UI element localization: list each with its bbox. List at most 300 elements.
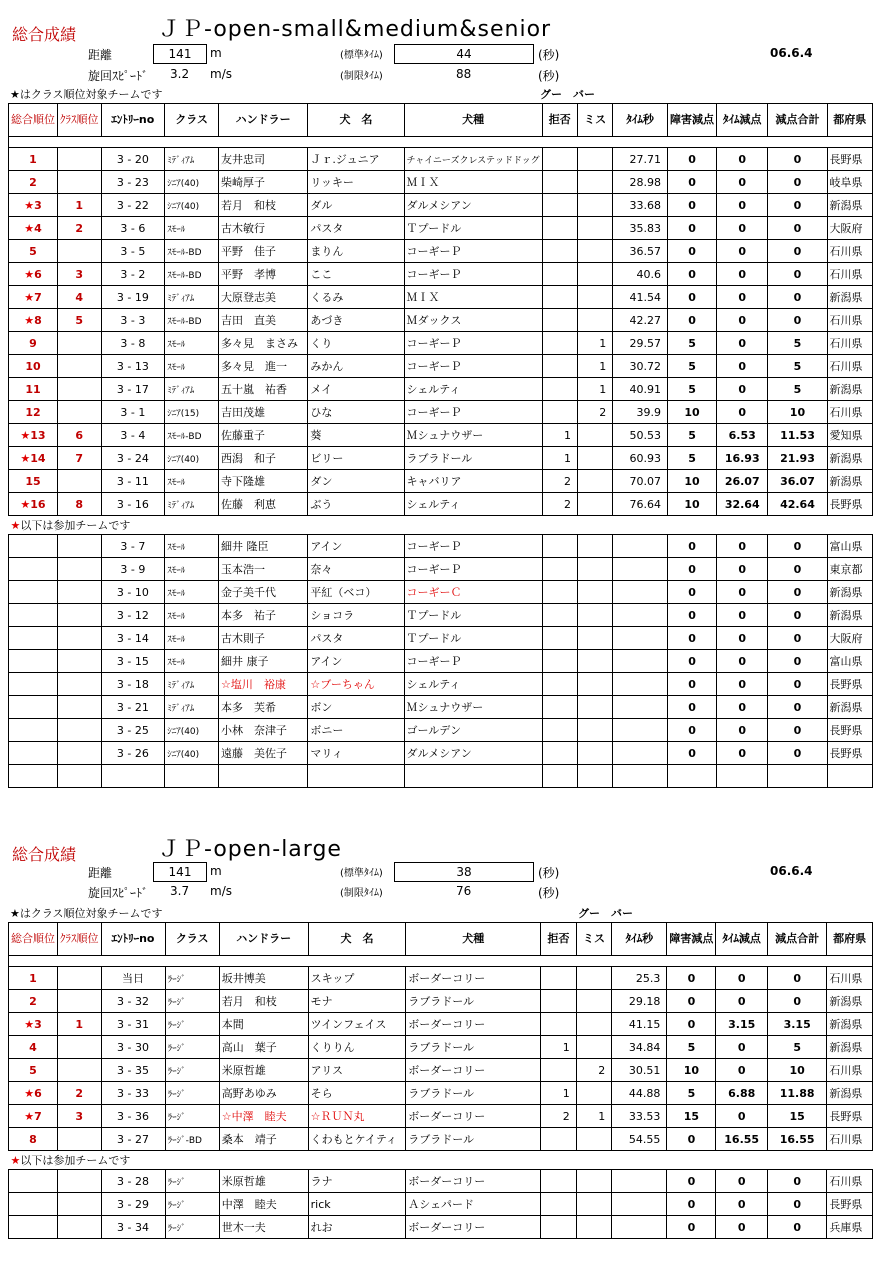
table-row bbox=[9, 719, 873, 742]
cell-refusal bbox=[542, 332, 577, 355]
cell-miss bbox=[577, 309, 612, 332]
cell-handler: 友井忠司 bbox=[218, 148, 307, 171]
cell-breed: コーギーＣ bbox=[404, 581, 542, 604]
cell-miss bbox=[576, 1128, 612, 1151]
speed-label: 旋回ｽﾋﾟｰﾄﾞ bbox=[88, 886, 149, 900]
cell-overall-rank: 12 bbox=[9, 401, 58, 424]
cell-handler: 玉本浩一 bbox=[218, 558, 307, 581]
speed-unit: m/s bbox=[210, 884, 232, 898]
star-icon: ★ bbox=[20, 428, 31, 442]
table-row bbox=[9, 424, 873, 447]
cell-time: 30.72 bbox=[613, 355, 668, 378]
limit-time-label: (制限ﾀｲﾑ) bbox=[340, 71, 383, 82]
cell-entry-no: 3 - 36 bbox=[101, 1105, 165, 1128]
cell-breed: ラブラドール bbox=[404, 447, 542, 470]
cell-time-fault: 0 bbox=[716, 1216, 768, 1239]
cell-entry-no: 3 - 21 bbox=[101, 696, 165, 719]
table-row bbox=[9, 604, 873, 627]
judge-label: グー バー bbox=[578, 907, 633, 920]
cell-entry-no: 3 - 11 bbox=[101, 470, 165, 493]
col-header-refusal: 拒否 bbox=[542, 104, 577, 137]
cell-class: ﾐﾃﾞｨｱﾑ bbox=[165, 696, 219, 719]
table-row bbox=[9, 1082, 873, 1105]
cell-total-fault: 10 bbox=[767, 1059, 826, 1082]
distance-value: 141 bbox=[153, 44, 207, 64]
cell-obstacle-fault: 5 bbox=[667, 1036, 716, 1059]
cell-overall-rank: 1 bbox=[9, 967, 58, 990]
cell-overall-rank bbox=[9, 1170, 58, 1193]
cell-class: ｽﾓｰﾙ-BD bbox=[165, 309, 219, 332]
cell-dog-name: ☆ＲＵＮ丸 bbox=[308, 1105, 406, 1128]
cell-class-rank bbox=[58, 378, 102, 401]
cell-class-rank: 5 bbox=[58, 309, 102, 332]
col-header-refusal: 拒否 bbox=[541, 923, 577, 956]
table-row bbox=[9, 470, 873, 493]
cell-dog-name: ぶう bbox=[308, 493, 404, 516]
col-header-total-fault: 減点合計 bbox=[767, 923, 826, 956]
cell-miss bbox=[576, 1036, 612, 1059]
cell-miss: 2 bbox=[577, 401, 612, 424]
cell-class: ﾗｰｼﾞ bbox=[165, 1170, 219, 1193]
std-time-value: 38 bbox=[394, 862, 534, 882]
cell-class: ｽﾓｰﾙ bbox=[165, 650, 219, 673]
cell-breed: ボーダーコリー bbox=[406, 1013, 541, 1036]
cell-refusal: 2 bbox=[542, 470, 577, 493]
table-row bbox=[9, 696, 873, 719]
cell-total-fault: 0 bbox=[767, 990, 826, 1013]
table-row bbox=[9, 1059, 873, 1082]
class-target-note bbox=[10, 86, 163, 102]
cell-class-rank bbox=[58, 470, 102, 493]
cell-obstacle-fault: 0 bbox=[668, 286, 717, 309]
cell-overall-rank bbox=[9, 309, 58, 332]
cell-time: 50.53 bbox=[613, 424, 668, 447]
cell-total-fault: 21.93 bbox=[768, 447, 827, 470]
cell-breed: Ｍダックス bbox=[404, 309, 542, 332]
cell-class-rank: 2 bbox=[58, 217, 102, 240]
table-row bbox=[9, 493, 873, 516]
cell-time-fault: 0 bbox=[717, 171, 768, 194]
cell-time: 41.54 bbox=[613, 286, 668, 309]
cell-miss bbox=[577, 535, 612, 558]
cell-total-fault: 0 bbox=[768, 604, 827, 627]
cell-entry-no: 3 - 10 bbox=[101, 581, 165, 604]
cell-miss bbox=[577, 581, 612, 604]
cell-breed: コーギーＰ bbox=[404, 355, 542, 378]
table-row bbox=[9, 742, 873, 765]
cell-class: ｼﾆｱ(40) bbox=[165, 194, 219, 217]
table-row bbox=[9, 171, 873, 194]
cell-breed: ダルメシアン bbox=[404, 194, 542, 217]
cell-entry-no: 3 - 24 bbox=[101, 447, 165, 470]
rank-number: 7 bbox=[34, 290, 42, 304]
cell-class-rank: 3 bbox=[58, 1105, 102, 1128]
cell-overall-rank: 2 bbox=[9, 990, 58, 1013]
cell-obstacle-fault: 0 bbox=[668, 719, 717, 742]
cell-prefecture: 新潟県 bbox=[827, 604, 872, 627]
cell-entry-no: 3 - 22 bbox=[101, 194, 165, 217]
cell-miss bbox=[577, 558, 612, 581]
cell-class-rank bbox=[58, 171, 102, 194]
participants-note-row bbox=[9, 516, 873, 535]
cell-overall-rank bbox=[9, 1013, 58, 1036]
cell-class: ｽﾓｰﾙ bbox=[165, 627, 219, 650]
cell-time bbox=[613, 627, 668, 650]
cell-overall-rank bbox=[9, 1105, 58, 1128]
cell-refusal bbox=[541, 990, 577, 1013]
cell-refusal bbox=[541, 1013, 577, 1036]
cell-entry-no: 3 - 35 bbox=[101, 1059, 165, 1082]
cell-refusal: 1 bbox=[542, 447, 577, 470]
cell-class-rank bbox=[58, 1059, 102, 1082]
cell-miss bbox=[577, 650, 612, 673]
cell-class-rank bbox=[58, 148, 102, 171]
rank-number: 7 bbox=[34, 1109, 42, 1123]
cell-prefecture: 新潟県 bbox=[827, 378, 872, 401]
cell-time: 54.55 bbox=[612, 1128, 667, 1151]
cell-overall-rank bbox=[9, 742, 58, 765]
cell-entry-no: 3 - 12 bbox=[101, 604, 165, 627]
section-label: 総合成績 bbox=[12, 845, 77, 864]
cell-time: 44.88 bbox=[612, 1082, 667, 1105]
rank-number: 3 bbox=[34, 198, 42, 212]
cell-total-fault: 42.64 bbox=[768, 493, 827, 516]
cell-refusal bbox=[542, 627, 577, 650]
cell-time bbox=[613, 558, 668, 581]
cell-class-rank bbox=[58, 719, 102, 742]
cell-breed: キャバリア bbox=[404, 470, 542, 493]
cell-miss bbox=[577, 696, 612, 719]
cell-class: ｼﾆｱ(40) bbox=[165, 447, 219, 470]
cell-breed: Ｍシュナウザー bbox=[404, 424, 542, 447]
cell-class: ｼﾆｱ(40) bbox=[165, 742, 219, 765]
cell-dog-name: ビリー bbox=[308, 447, 404, 470]
cell-class: ﾗｰｼﾞ bbox=[165, 1216, 219, 1239]
cell-prefecture: 新潟県 bbox=[827, 1036, 873, 1059]
cell-dog-name: みかん bbox=[308, 355, 404, 378]
cell-total-fault: 5 bbox=[768, 355, 827, 378]
col-header-class: クラス bbox=[165, 104, 219, 137]
table-row bbox=[9, 581, 873, 604]
cell-refusal bbox=[542, 719, 577, 742]
cell-obstacle-fault: 10 bbox=[667, 1059, 716, 1082]
cell-prefecture: 長野県 bbox=[827, 148, 872, 171]
cell-prefecture: 新潟県 bbox=[827, 286, 872, 309]
table-row bbox=[9, 535, 873, 558]
cell-miss bbox=[577, 447, 612, 470]
cell-overall-rank bbox=[9, 194, 58, 217]
cell-overall-rank bbox=[9, 627, 58, 650]
cell-total-fault: 0 bbox=[768, 696, 827, 719]
cell-total-fault: 0 bbox=[768, 217, 827, 240]
cell-refusal: 2 bbox=[542, 493, 577, 516]
distance-label: 距離 bbox=[88, 48, 113, 62]
std-time-label: (標準ﾀｲﾑ) bbox=[340, 868, 383, 879]
distance-unit: m bbox=[210, 864, 222, 878]
cell-class: ﾗｰｼﾞ bbox=[165, 1105, 219, 1128]
cell-time: 42.27 bbox=[613, 309, 668, 332]
cell-time: 35.83 bbox=[613, 217, 668, 240]
cell-handler: 小林 奈津子 bbox=[218, 719, 307, 742]
cell-prefecture: 長野県 bbox=[827, 493, 872, 516]
cell-breed: ラブラドール bbox=[406, 1128, 541, 1151]
cell-entry-no: 3 - 28 bbox=[101, 1170, 165, 1193]
cell-total-fault: 11.88 bbox=[767, 1082, 826, 1105]
cell-prefecture: 石川県 bbox=[827, 263, 872, 286]
rank-number: 6 bbox=[34, 1086, 42, 1100]
cell-class: ﾗｰｼﾞ bbox=[165, 1193, 219, 1216]
cell-refusal bbox=[542, 286, 577, 309]
cell-prefecture: 長野県 bbox=[827, 742, 872, 765]
cell-handler: 金子美千代 bbox=[218, 581, 307, 604]
cell-miss bbox=[577, 263, 612, 286]
col-header-dog-name: 犬 名 bbox=[308, 104, 404, 137]
cell-entry-no: 3 - 25 bbox=[101, 719, 165, 742]
col-header-dog-name: 犬 名 bbox=[308, 923, 406, 956]
cell-time-fault: 0 bbox=[717, 742, 768, 765]
cell-breed: ダルメシアン bbox=[404, 742, 542, 765]
cell-prefecture: 長野県 bbox=[827, 673, 872, 696]
cell-class-rank bbox=[58, 1216, 102, 1239]
cell-overall-rank bbox=[9, 1216, 58, 1239]
cell-obstacle-fault: 0 bbox=[667, 1216, 716, 1239]
col-header-handler: ハンドラー bbox=[218, 104, 307, 137]
cell-time-fault: 0 bbox=[716, 1036, 768, 1059]
cell-breed: ラブラドール bbox=[406, 1082, 541, 1105]
cell-time-fault: 0 bbox=[717, 650, 768, 673]
cell-miss bbox=[576, 990, 612, 1013]
cell-obstacle-fault: 0 bbox=[668, 194, 717, 217]
cell-class-rank bbox=[58, 401, 102, 424]
cell-miss bbox=[577, 217, 612, 240]
star-icon: ★ bbox=[24, 221, 35, 235]
cell-entry-no: 3 - 6 bbox=[101, 217, 165, 240]
cell-overall-rank: 11 bbox=[9, 378, 58, 401]
cell-obstacle-fault: 10 bbox=[668, 470, 717, 493]
cell-dog-name: そら bbox=[308, 1082, 406, 1105]
cell-entry-no: 3 - 1 bbox=[101, 401, 165, 424]
cell-total-fault: 0 bbox=[767, 967, 826, 990]
cell-handler: ☆中澤 睦夫 bbox=[219, 1105, 308, 1128]
cell-obstacle-fault: 0 bbox=[668, 171, 717, 194]
limit-time-label: (制限ﾀｲﾑ) bbox=[340, 888, 383, 899]
cell-time: 30.51 bbox=[612, 1059, 667, 1082]
cell-overall-rank bbox=[9, 286, 58, 309]
cell-refusal bbox=[542, 309, 577, 332]
cell-overall-rank bbox=[9, 447, 58, 470]
cell-dog-name: ショコラ bbox=[308, 604, 404, 627]
cell-refusal bbox=[542, 581, 577, 604]
table-row bbox=[9, 401, 873, 424]
cell-handler: 遠藤 美佐子 bbox=[218, 742, 307, 765]
cell-prefecture: 石川県 bbox=[827, 1059, 873, 1082]
std-time-unit: (秒) bbox=[538, 866, 560, 880]
cell-class-rank bbox=[58, 355, 102, 378]
cell-time bbox=[613, 696, 668, 719]
cell-class-rank bbox=[58, 650, 102, 673]
cell-obstacle-fault: 0 bbox=[668, 535, 717, 558]
table-row bbox=[9, 1013, 873, 1036]
cell-overall-rank bbox=[9, 263, 58, 286]
cell-entry-no: 3 - 29 bbox=[101, 1193, 165, 1216]
cell-entry-no: 3 - 17 bbox=[101, 378, 165, 401]
cell-dog-name: ☆ブーちゃん bbox=[308, 673, 404, 696]
cell-handler: 佐藤重子 bbox=[218, 424, 307, 447]
cell-time: 76.64 bbox=[613, 493, 668, 516]
cell-refusal bbox=[542, 355, 577, 378]
cell-class: ｽﾓｰﾙ bbox=[165, 332, 219, 355]
cell-overall-rank bbox=[9, 581, 58, 604]
cell-prefecture: 東京都 bbox=[827, 558, 872, 581]
cell-class-rank: 6 bbox=[58, 424, 102, 447]
cell-prefecture: 愛知県 bbox=[827, 424, 872, 447]
star-icon: ★ bbox=[24, 198, 35, 212]
cell-miss bbox=[577, 493, 612, 516]
cell-time-fault: 0 bbox=[717, 217, 768, 240]
cell-breed: ボーダーコリー bbox=[406, 1059, 541, 1082]
cell-handler: 平野 佳子 bbox=[218, 240, 307, 263]
cell-class: ｽﾓｰﾙ bbox=[165, 558, 219, 581]
cell-breed: Ｔプードル bbox=[404, 604, 542, 627]
table-row bbox=[9, 1216, 873, 1239]
participants-note-text: 以下は参加チームです bbox=[20, 519, 131, 532]
cell-total-fault: 36.07 bbox=[768, 470, 827, 493]
cell-dog-name: 奈々 bbox=[308, 558, 404, 581]
cell-overall-rank: 1 bbox=[9, 148, 58, 171]
cell-breed: コーギーＰ bbox=[404, 240, 542, 263]
cell-overall-rank bbox=[9, 1082, 58, 1105]
class-target-note-text: ★はクラス順位対象チームです bbox=[10, 88, 163, 101]
table-row bbox=[9, 1036, 873, 1059]
cell-prefecture: 新潟県 bbox=[827, 470, 872, 493]
cell-time-fault: 0 bbox=[717, 535, 768, 558]
table-row bbox=[9, 447, 873, 470]
cell-miss: 2 bbox=[576, 1059, 612, 1082]
limit-time-unit: (秒) bbox=[538, 69, 560, 83]
cell-dog-name: ダル bbox=[308, 194, 404, 217]
cell-class-rank: 3 bbox=[58, 263, 102, 286]
cell-total-fault: 15 bbox=[767, 1105, 826, 1128]
cell-class-rank bbox=[58, 990, 102, 1013]
limit-time-value: 76 bbox=[456, 884, 472, 898]
cell-dog-name: 葵 bbox=[308, 424, 404, 447]
cell-refusal bbox=[541, 1216, 577, 1239]
cell-dog-name: くわもとケイティ bbox=[308, 1128, 406, 1151]
cell-time-fault: 0 bbox=[717, 309, 768, 332]
cell-total-fault: 11.53 bbox=[768, 424, 827, 447]
cell-class: ﾗｰｼﾞ bbox=[165, 1013, 219, 1036]
cell-prefecture: 大阪府 bbox=[827, 627, 872, 650]
cell-dog-name: rick bbox=[308, 1193, 406, 1216]
table-row bbox=[9, 1193, 873, 1216]
cell-handler: 高山 葉子 bbox=[219, 1036, 308, 1059]
cell-time-fault: 0 bbox=[716, 1170, 768, 1193]
cell-time: 40.6 bbox=[613, 263, 668, 286]
cell-dog-name: 平紅（ベコ） bbox=[308, 581, 404, 604]
cell-breed: コーギーＰ bbox=[404, 558, 542, 581]
star-icon: ★ bbox=[24, 1017, 35, 1031]
cell-breed: ボーダーコリー bbox=[406, 1105, 541, 1128]
cell-overall-rank bbox=[9, 650, 58, 673]
cell-handler: ☆塩川 裕康 bbox=[218, 673, 307, 696]
cell-overall-rank bbox=[9, 604, 58, 627]
cell-breed: コーギーＰ bbox=[404, 332, 542, 355]
cell-total-fault: 0 bbox=[768, 263, 827, 286]
cell-class: ﾗｰｼﾞ bbox=[165, 990, 219, 1013]
col-header-class-rank: ｸﾗｽ順位 bbox=[58, 104, 102, 137]
table-header-row bbox=[9, 104, 873, 137]
cell-class: ﾐﾃﾞｨｱﾑ bbox=[165, 378, 219, 401]
table-row bbox=[9, 558, 873, 581]
cell-obstacle-fault: 0 bbox=[668, 217, 717, 240]
cell-prefecture: 石川県 bbox=[827, 967, 873, 990]
cell-obstacle-fault: 0 bbox=[667, 1128, 716, 1151]
cell-total-fault: 0 bbox=[768, 558, 827, 581]
cell-breed: チャイニーズクレステッドドッグ bbox=[404, 148, 542, 171]
cell-entry-no: 3 - 33 bbox=[101, 1082, 165, 1105]
star-icon: ★ bbox=[24, 1086, 35, 1100]
cell-entry-no: 3 - 14 bbox=[101, 627, 165, 650]
cell-time-fault: 6.88 bbox=[716, 1082, 768, 1105]
cell-refusal bbox=[542, 378, 577, 401]
cell-total-fault: 0 bbox=[768, 171, 827, 194]
cell-dog-name: アイン bbox=[308, 650, 404, 673]
cell-handler: 寺下隆雄 bbox=[218, 470, 307, 493]
cell-dog-name: ボン bbox=[308, 696, 404, 719]
rank-number: 6 bbox=[34, 267, 42, 281]
cell-time-fault: 0 bbox=[717, 148, 768, 171]
cell-time-fault: 0 bbox=[716, 1193, 768, 1216]
cell-time: 36.57 bbox=[613, 240, 668, 263]
cell-entry-no: 3 - 3 bbox=[101, 309, 165, 332]
cell-time-fault: 0 bbox=[717, 194, 768, 217]
cell-handler: 坂井博美 bbox=[219, 967, 308, 990]
cell-obstacle-fault: 0 bbox=[668, 650, 717, 673]
cell-obstacle-fault: 0 bbox=[667, 990, 716, 1013]
cell-dog-name: くるみ bbox=[308, 286, 404, 309]
cell-breed: ＭＩＸ bbox=[404, 286, 542, 309]
cell-refusal bbox=[542, 171, 577, 194]
cell-handler: 高野あゆみ bbox=[219, 1082, 308, 1105]
cell-entry-no: 3 - 32 bbox=[101, 990, 165, 1013]
table-row bbox=[9, 355, 873, 378]
star-icon: ★ bbox=[10, 1154, 21, 1167]
cell-miss bbox=[577, 673, 612, 696]
cell-time: 28.98 bbox=[613, 171, 668, 194]
cell-prefecture: 石川県 bbox=[827, 1170, 873, 1193]
cell-total-fault: 5 bbox=[767, 1036, 826, 1059]
cell-handler: 大原登志美 bbox=[218, 286, 307, 309]
cell-dog-name: アイン bbox=[308, 535, 404, 558]
cell-overall-rank bbox=[9, 493, 58, 516]
cell-prefecture: 新潟県 bbox=[827, 990, 873, 1013]
cell-miss bbox=[577, 742, 612, 765]
cell-class-rank bbox=[58, 627, 102, 650]
table-row bbox=[9, 990, 873, 1013]
speed-value: 3.7 bbox=[170, 884, 190, 898]
cell-overall-rank bbox=[9, 673, 58, 696]
cell-class-rank bbox=[58, 1128, 102, 1151]
star-icon: ★ bbox=[24, 313, 35, 327]
cell-class-rank: 2 bbox=[58, 1082, 102, 1105]
cell-total-fault: 0 bbox=[768, 194, 827, 217]
cell-miss bbox=[577, 424, 612, 447]
participants-note bbox=[9, 1151, 873, 1170]
cell-refusal bbox=[541, 967, 577, 990]
cell-class-rank bbox=[58, 696, 102, 719]
cell-prefecture: 大阪府 bbox=[827, 217, 872, 240]
distance-unit: m bbox=[210, 46, 222, 60]
